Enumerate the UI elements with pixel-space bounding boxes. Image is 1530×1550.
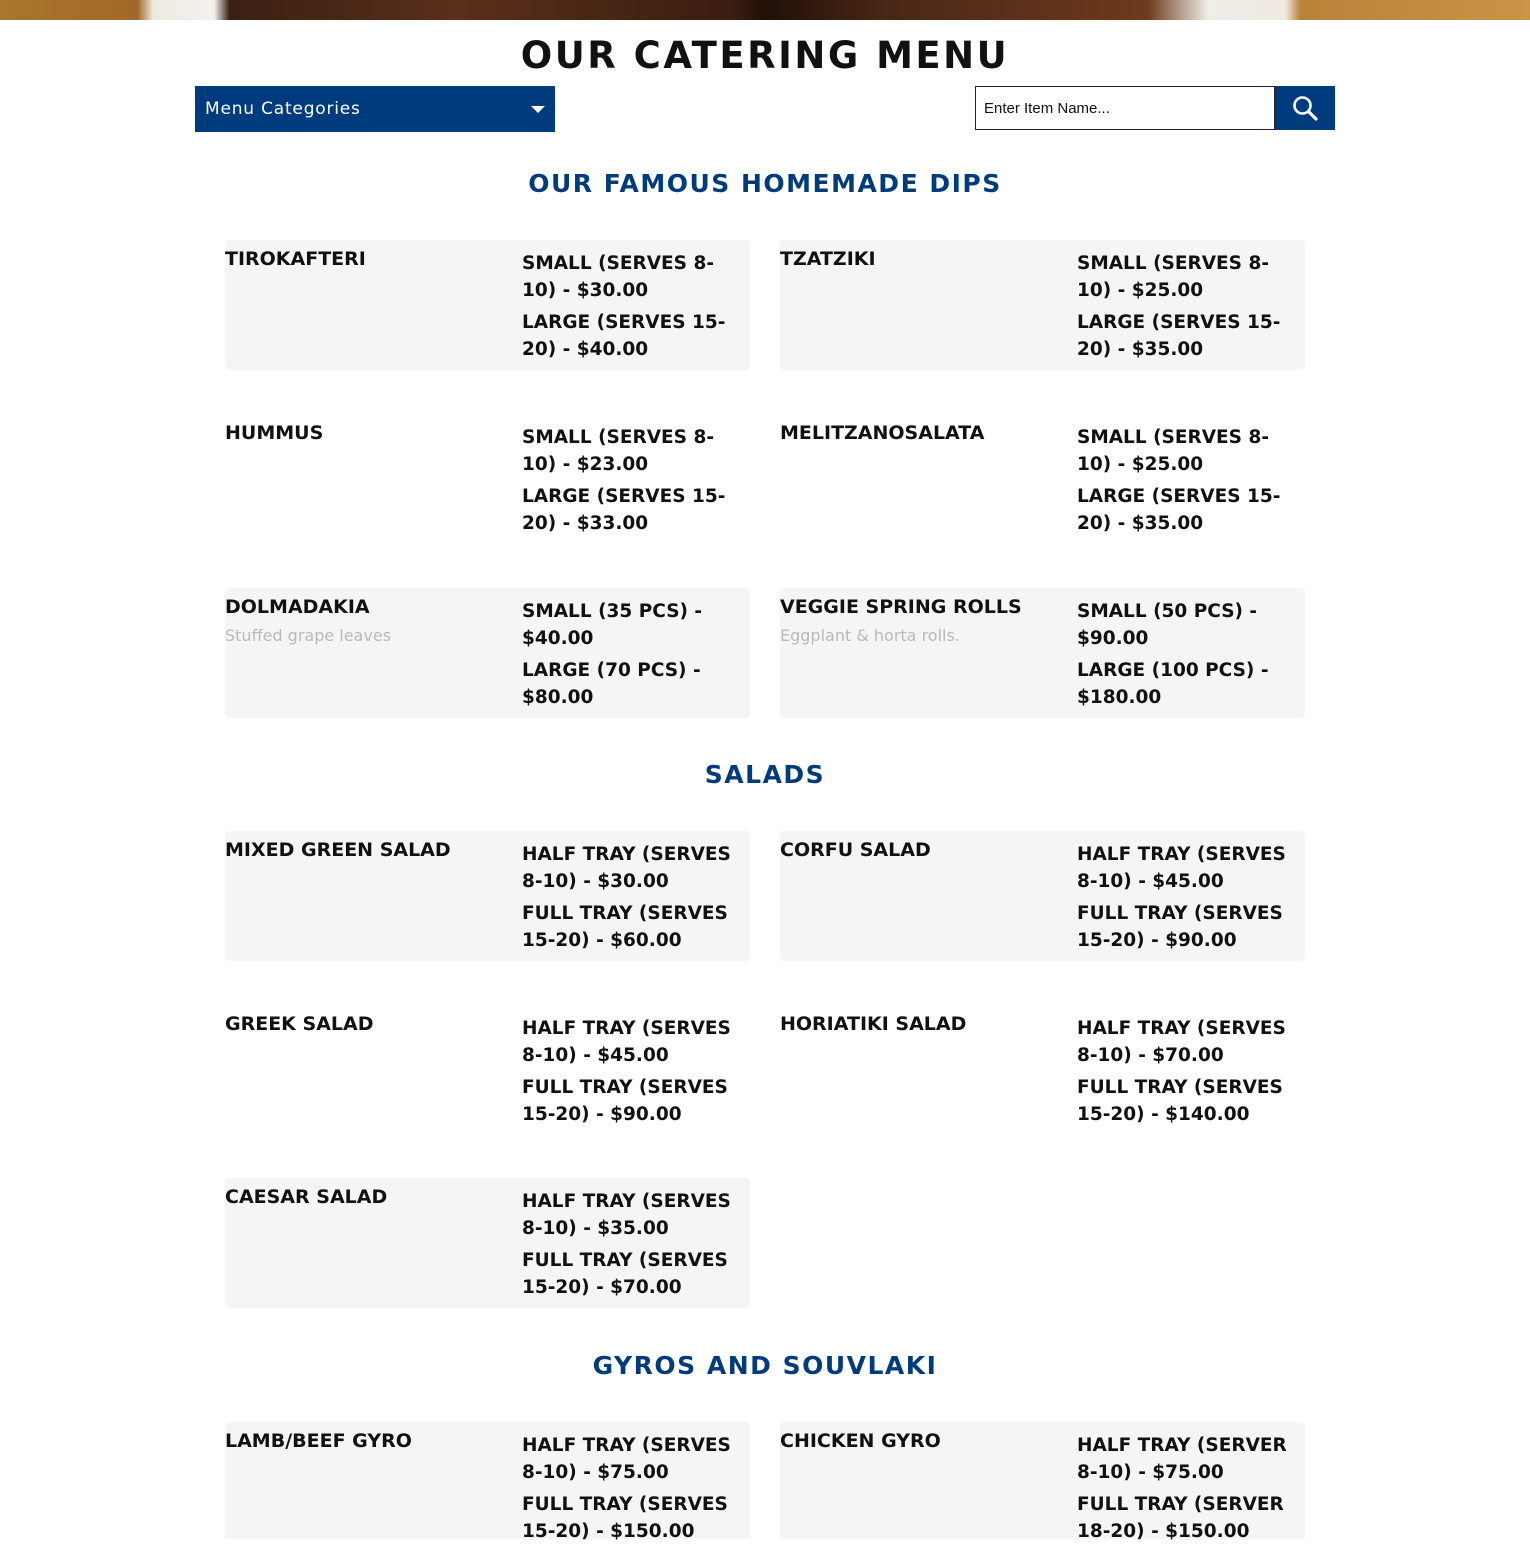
section-title-gyros: GYROS AND SOUVLAKI [592,1351,938,1380]
menu-item-chicken-gyro[interactable] [780,1422,1305,1542]
price-half-tray: HALF TRAY (SERVES 8-10) - $30.00 [522,844,731,892]
price-full-tray: FULL TRAY (SERVES 15-20) - $140.00 [1077,1077,1283,1125]
item-description: Eggplant & horta rolls. [780,626,960,645]
price-full-tray: FULL TRAY (SERVES 15-20) - $150.00 [522,1494,728,1542]
section-title-dips: OUR FAMOUS HOMEMADE DIPS [528,169,1002,198]
menu-item-veggie-spring-rolls[interactable] [780,588,1305,718]
item-name: DOLMADAKIA [225,596,370,618]
menu-item-horiatiki-salad[interactable] [780,1005,1305,1135]
menu-categories-dropdown[interactable] [195,86,555,132]
menu-item-mixed-green-salad[interactable] [225,831,750,961]
price-small: SMALL (SERVES 8-10) - $25.00 [1077,253,1270,301]
menu-item-corfu-salad[interactable] [780,831,1305,961]
price-large: LARGE (SERVES 15-20) - $40.00 [522,312,726,360]
item-description: Stuffed grape leaves [225,626,392,645]
item-name: GREEK SALAD [225,1013,374,1035]
price-full-tray: FULL TRAY (SERVES 15-20) - $60.00 [522,903,728,951]
item-name: CAESAR SALAD [225,1186,388,1208]
price-large: LARGE (100 PCS) - $180.00 [1077,660,1269,708]
price-large: LARGE (70 PCS) - $80.00 [522,660,701,708]
price-large: LARGE (SERVES 15-20) - $33.00 [522,486,726,534]
item-name: TIROKAFTERI [225,248,366,270]
price-half-tray: HALF TRAY (SERVES 8-10) - $45.00 [522,1018,731,1066]
search-button[interactable] [1275,86,1335,130]
menu-item-tirokafteri[interactable] [225,240,750,370]
price-half-tray: HALF TRAY (SERVES 8-10) - $35.00 [522,1191,731,1239]
caret-down-icon [531,106,545,113]
item-name: VEGGIE SPRING ROLLS [780,596,1022,618]
price-half-tray: HALF TRAY (SERVER 8-10) - $75.00 [1077,1435,1287,1483]
item-name: LAMB/BEEF GYRO [225,1430,412,1452]
item-name: MIXED GREEN SALAD [225,839,451,861]
price-half-tray: HALF TRAY (SERVES 8-10) - $70.00 [1077,1018,1286,1066]
menu-item-caesar-salad[interactable] [225,1178,750,1308]
menu-categories-label: Menu Categories [205,99,361,119]
price-full-tray: FULL TRAY (SERVES 15-20) - $90.00 [1077,903,1283,951]
menu-item-tzatziki[interactable] [780,240,1305,370]
price-small: SMALL (SERVES 8-10) - $23.00 [522,427,715,475]
menu-item-hummus[interactable] [225,414,750,544]
item-name: CHICKEN GYRO [780,1430,941,1452]
search-icon [1292,95,1318,121]
menu-item-lamb-beef-gyro[interactable] [225,1422,750,1542]
item-name: HORIATIKI SALAD [780,1013,967,1035]
item-name: CORFU SALAD [780,839,931,861]
item-name: MELITZANOSALATA [780,422,985,444]
item-name: HUMMUS [225,422,324,444]
menu-item-melitzanosalata[interactable] [780,414,1305,544]
price-small: SMALL (SERVES 8-10) - $30.00 [522,253,715,301]
price-half-tray: HALF TRAY (SERVES 8-10) - $45.00 [1077,844,1286,892]
price-large: LARGE (SERVES 15-20) - $35.00 [1077,312,1281,360]
section-title-salads: SALADS [704,760,826,789]
price-full-tray: FULL TRAY (SERVES 15-20) - $90.00 [522,1077,728,1125]
price-small: SMALL (50 PCS) - $90.00 [1077,601,1258,649]
price-large: LARGE (SERVES 15-20) - $35.00 [1077,486,1281,534]
price-full-tray: FULL TRAY (SERVER 18-20) - $150.00 [1077,1494,1284,1542]
hero-food-image [0,0,1530,20]
menu-item-dolmadakia[interactable] [225,588,750,718]
item-name: TZATZIKI [780,248,876,270]
page-title: OUR CATERING MENU [520,34,1010,77]
price-small: SMALL (SERVES 8-10) - $25.00 [1077,427,1270,475]
price-full-tray: FULL TRAY (SERVES 15-20) - $70.00 [522,1250,728,1298]
item-search-input[interactable] [975,86,1275,130]
price-small: SMALL (35 PCS) - $40.00 [522,601,703,649]
price-half-tray: HALF TRAY (SERVES 8-10) - $75.00 [522,1435,731,1483]
menu-item-greek-salad[interactable] [225,1005,750,1135]
